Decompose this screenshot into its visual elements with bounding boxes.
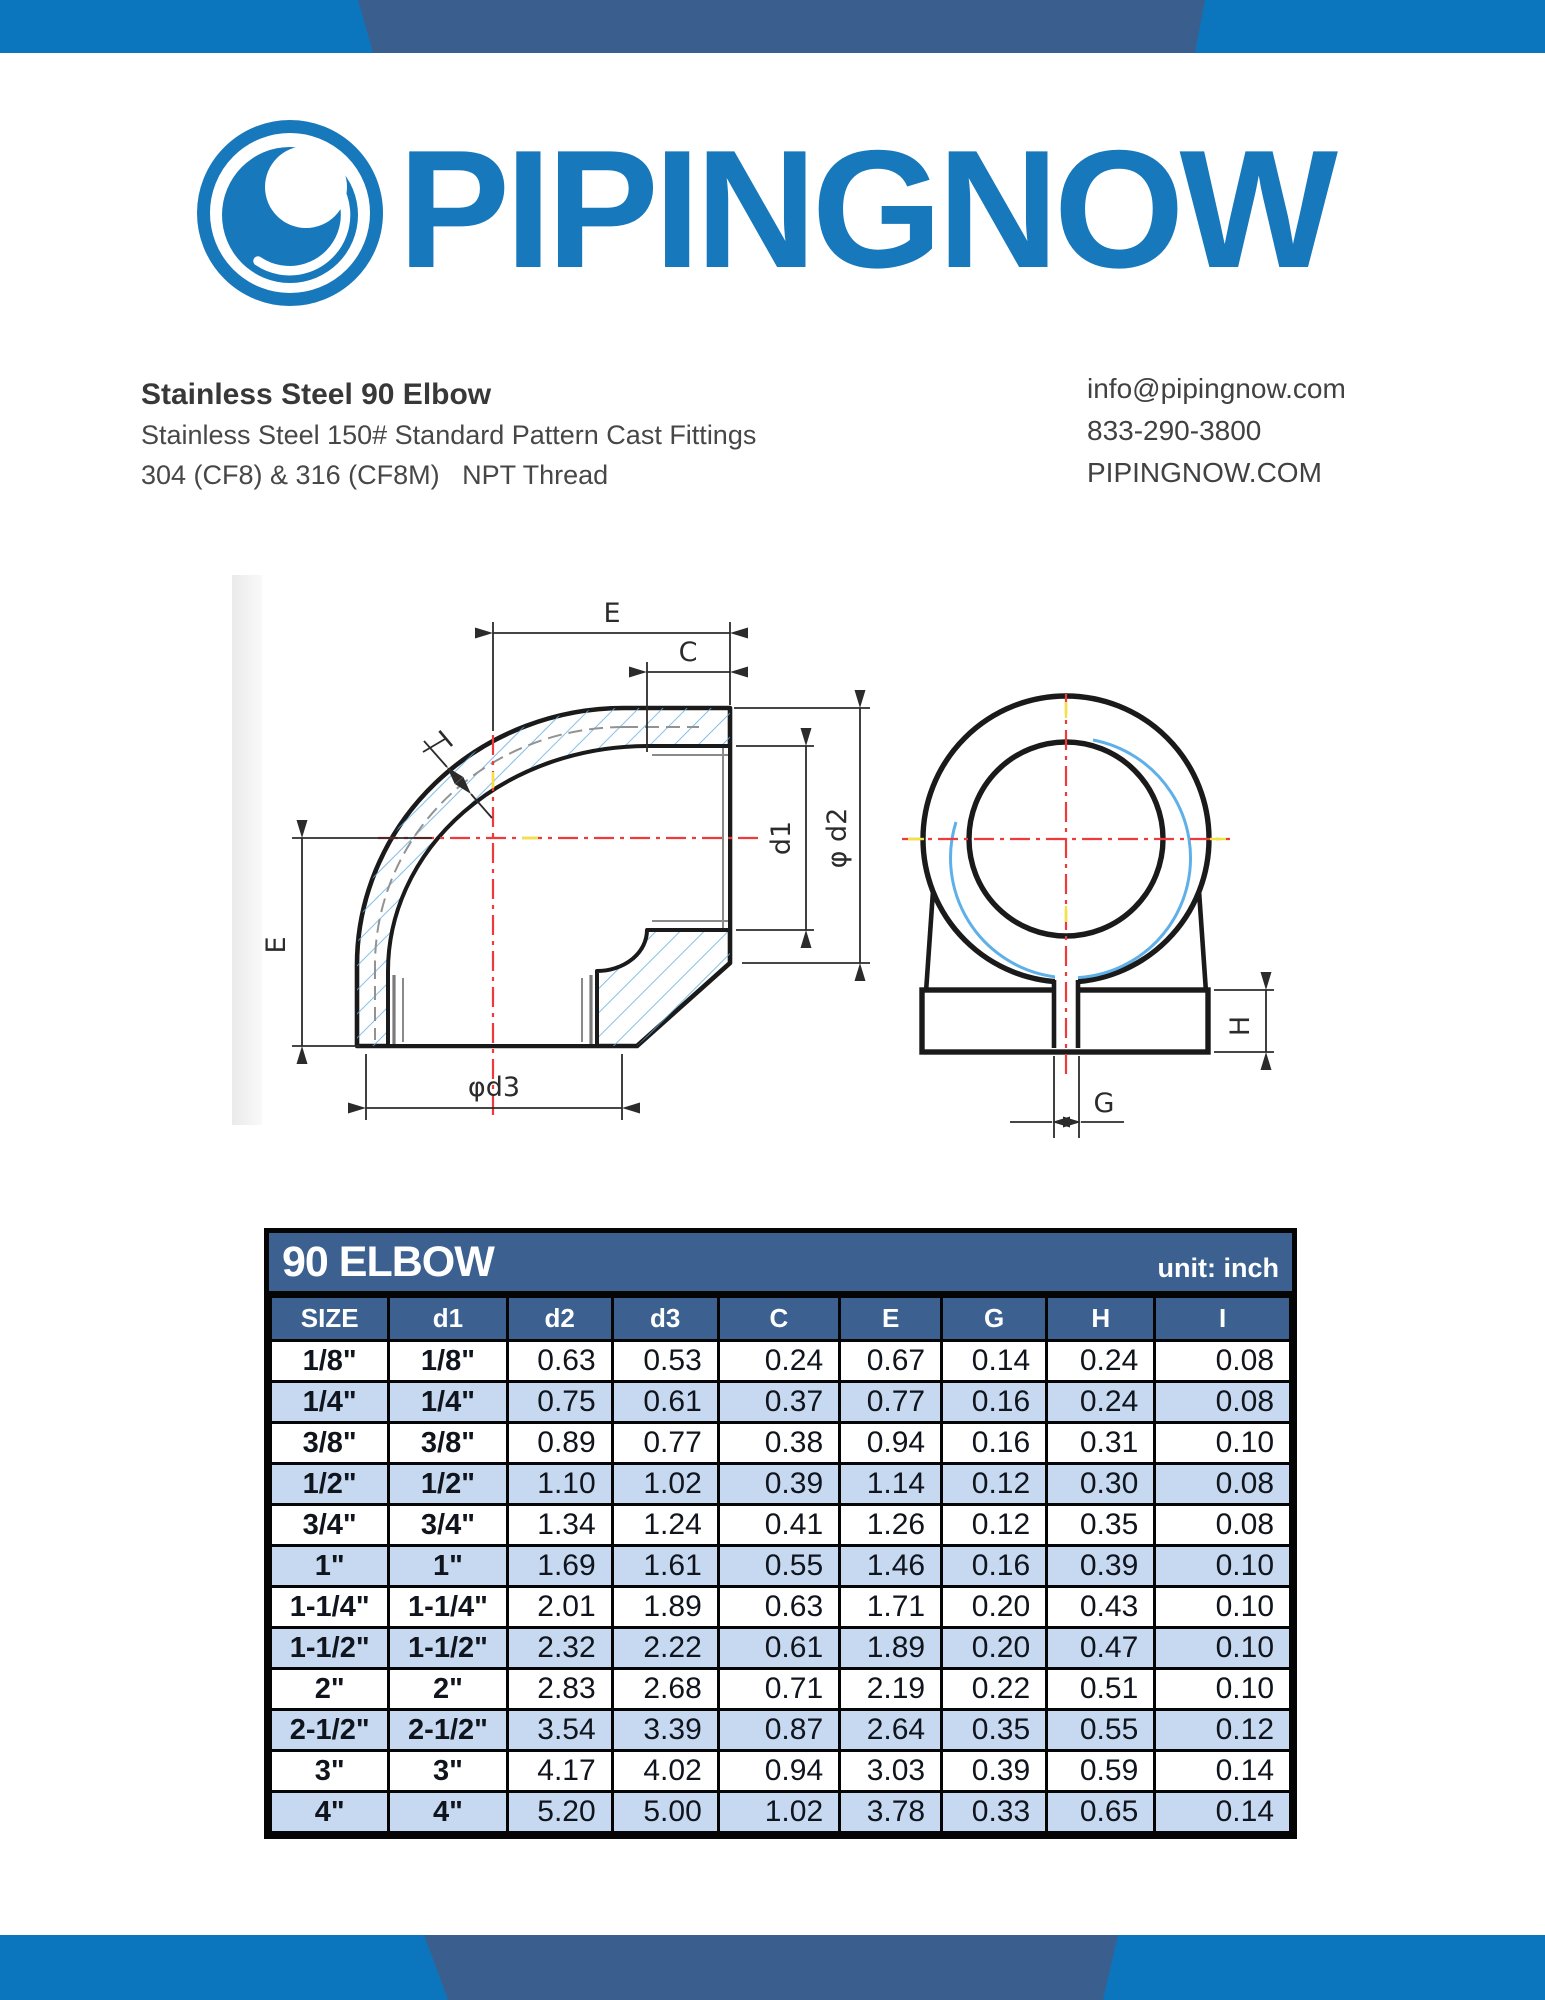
value-cell: 0.38 [718, 1423, 839, 1464]
value-cell: 0.41 [718, 1505, 839, 1546]
value-cell: 2.68 [612, 1669, 718, 1710]
size-cell: 1-1/2" [271, 1628, 389, 1669]
value-cell: 0.10 [1155, 1669, 1291, 1710]
value-cell: 0.12 [942, 1464, 1047, 1505]
elbow-section-view [261, 598, 870, 1120]
value-cell: 2.01 [507, 1587, 612, 1628]
value-cell: 0.53 [612, 1341, 718, 1382]
table-title-band [269, 1233, 1292, 1295]
size-cell: 3/8" [389, 1423, 507, 1464]
value-cell: 0.10 [1155, 1628, 1291, 1669]
dim-label-d2: φ d2 [822, 807, 853, 869]
value-cell: 1.61 [612, 1546, 718, 1587]
value-cell: 0.14 [942, 1341, 1047, 1382]
pipingnow-wordmark: PIPINGNOW [398, 115, 1334, 303]
value-cell: 4.02 [612, 1751, 718, 1792]
value-cell: 0.89 [507, 1423, 612, 1464]
size-cell: 1" [389, 1546, 507, 1587]
size-cell: 4" [271, 1792, 389, 1833]
value-cell: 0.20 [942, 1628, 1047, 1669]
value-cell: 0.14 [1155, 1751, 1291, 1792]
contact-email[interactable]: info@pipingnow.com [1087, 373, 1346, 404]
value-cell: 0.75 [507, 1382, 612, 1423]
table-row [271, 1669, 1291, 1710]
dimension-H [1214, 990, 1274, 1052]
column-header-d2: d2 [507, 1297, 612, 1341]
spec-table-body [271, 1341, 1291, 1833]
column-header-e: E [840, 1297, 942, 1341]
scan-artifact [232, 575, 262, 1125]
dim-label-d3: φd3 [467, 1072, 521, 1103]
value-cell: 3.54 [507, 1710, 612, 1751]
size-cell: 3/4" [271, 1505, 389, 1546]
value-cell: 0.08 [1155, 1341, 1291, 1382]
value-cell: 0.39 [1047, 1546, 1155, 1587]
contact-website[interactable]: PIPINGNOW.COM [1087, 457, 1322, 488]
value-cell: 2.83 [507, 1669, 612, 1710]
value-cell: 0.10 [1155, 1587, 1291, 1628]
value-cell: 0.71 [718, 1669, 839, 1710]
size-cell: 3/8" [271, 1423, 389, 1464]
elbow-end-view [902, 694, 1274, 1138]
value-cell: 0.63 [507, 1341, 612, 1382]
table-unit-label: unit: inch [1157, 1253, 1279, 1283]
table-row [271, 1464, 1291, 1505]
table-row [271, 1423, 1291, 1464]
value-cell: 0.67 [840, 1341, 942, 1382]
column-header-size: SIZE [271, 1297, 389, 1341]
value-cell: 0.10 [1155, 1546, 1291, 1587]
size-cell: 1" [271, 1546, 389, 1587]
value-cell: 0.94 [840, 1423, 942, 1464]
column-header-i: I [1155, 1297, 1291, 1341]
value-cell: 1.02 [718, 1792, 839, 1833]
value-cell: 0.35 [1047, 1505, 1155, 1546]
size-cell: 1/2" [271, 1464, 389, 1505]
size-cell: 1/8" [389, 1341, 507, 1382]
value-cell: 3.78 [840, 1792, 942, 1833]
table-row [271, 1587, 1291, 1628]
contact-phone[interactable]: 833-290-3800 [1087, 415, 1262, 446]
value-cell: 0.55 [1047, 1710, 1155, 1751]
column-header-h: H [1047, 1297, 1155, 1341]
value-cell: 1.02 [612, 1464, 718, 1505]
table-row [271, 1628, 1291, 1669]
value-cell: 0.39 [942, 1751, 1047, 1792]
dim-label-H: H [1225, 1015, 1256, 1037]
top-banner-trapezoid [0, 0, 1545, 53]
size-cell: 3" [271, 1751, 389, 1792]
value-cell: 2.22 [612, 1628, 718, 1669]
dim-label-G: G [1093, 1088, 1115, 1119]
value-cell: 4.17 [507, 1751, 612, 1792]
value-cell: 0.59 [1047, 1751, 1155, 1792]
value-cell: 2.64 [840, 1710, 942, 1751]
size-cell: 1/4" [389, 1382, 507, 1423]
value-cell: 0.39 [718, 1464, 839, 1505]
value-cell: 0.24 [718, 1341, 839, 1382]
value-cell: 0.35 [942, 1710, 1047, 1751]
dim-label-E-top: E [603, 598, 621, 629]
value-cell: 1.46 [840, 1546, 942, 1587]
value-cell: 1.26 [840, 1505, 942, 1546]
size-cell: 3" [389, 1751, 507, 1792]
size-cell: 4" [389, 1792, 507, 1833]
spec-table [264, 1228, 1297, 1839]
size-cell: 2-1/2" [389, 1710, 507, 1751]
column-header-d1: d1 [389, 1297, 507, 1341]
value-cell: 0.08 [1155, 1382, 1291, 1423]
table-row [271, 1792, 1291, 1833]
value-cell: 0.10 [1155, 1423, 1291, 1464]
table-header-row [271, 1297, 1291, 1341]
value-cell: 0.31 [1047, 1423, 1155, 1464]
product-heading [141, 375, 756, 495]
size-cell: 1-1/4" [389, 1587, 507, 1628]
value-cell: 0.63 [718, 1587, 839, 1628]
dim-label-I: I [433, 725, 460, 754]
value-cell: 1.10 [507, 1464, 612, 1505]
value-cell: 0.51 [1047, 1669, 1155, 1710]
value-cell: 1.24 [612, 1505, 718, 1546]
product-subtitle: Stainless Steel 150# Standard Pattern Cast Fittings [141, 420, 757, 450]
contact-block [1087, 368, 1346, 494]
table-row [271, 1341, 1291, 1382]
table-title: 90 ELBOW [282, 1238, 494, 1286]
value-cell: 0.14 [1155, 1792, 1291, 1833]
value-cell: 1.89 [612, 1587, 718, 1628]
size-cell: 2-1/2" [271, 1710, 389, 1751]
size-cell: 1-1/2" [389, 1628, 507, 1669]
value-cell: 0.22 [942, 1669, 1047, 1710]
value-cell: 0.94 [718, 1751, 839, 1792]
value-cell: 0.16 [942, 1382, 1047, 1423]
value-cell: 0.08 [1155, 1505, 1291, 1546]
value-cell: 0.77 [612, 1423, 718, 1464]
dim-label-C: C [678, 637, 698, 668]
table-row [271, 1382, 1291, 1423]
value-cell: 0.16 [942, 1423, 1047, 1464]
size-cell: 1/8" [271, 1341, 389, 1382]
technical-drawing [200, 560, 1320, 1140]
column-header-d3: d3 [612, 1297, 718, 1341]
value-cell: 0.24 [1047, 1382, 1155, 1423]
table-row [271, 1710, 1291, 1751]
value-cell: 1.71 [840, 1587, 942, 1628]
value-cell: 2.32 [507, 1628, 612, 1669]
size-cell: 2" [271, 1669, 389, 1710]
bottom-banner-trapezoid [0, 1935, 1545, 2000]
value-cell: 0.16 [942, 1546, 1047, 1587]
value-cell: 5.00 [612, 1792, 718, 1833]
size-cell: 1-1/4" [271, 1587, 389, 1628]
value-cell: 1.89 [840, 1628, 942, 1669]
pipingnow-logo-icon [195, 118, 385, 308]
dim-label-E-left: E [261, 936, 292, 954]
value-cell: 1.34 [507, 1505, 612, 1546]
table-row [271, 1505, 1291, 1546]
table-row [271, 1546, 1291, 1587]
column-header-g: G [942, 1297, 1047, 1341]
value-cell: 0.33 [942, 1792, 1047, 1833]
dim-label-d1: d1 [766, 820, 797, 856]
value-cell: 0.20 [942, 1587, 1047, 1628]
value-cell: 0.08 [1155, 1464, 1291, 1505]
size-cell: 1/2" [389, 1464, 507, 1505]
value-cell: 0.12 [1155, 1710, 1291, 1751]
product-title: Stainless Steel 90 Elbow [141, 378, 492, 411]
value-cell: 0.61 [718, 1628, 839, 1669]
value-cell: 0.47 [1047, 1628, 1155, 1669]
size-cell: 1/4" [271, 1382, 389, 1423]
value-cell: 2.19 [840, 1669, 942, 1710]
value-cell: 0.12 [942, 1505, 1047, 1546]
value-cell: 1.69 [507, 1546, 612, 1587]
column-header-c: C [718, 1297, 839, 1341]
value-cell: 3.39 [612, 1710, 718, 1751]
value-cell: 0.77 [840, 1382, 942, 1423]
size-cell: 2" [389, 1669, 507, 1710]
value-cell: 0.61 [612, 1382, 718, 1423]
value-cell: 0.24 [1047, 1341, 1155, 1382]
value-cell: 0.65 [1047, 1792, 1155, 1833]
value-cell: 3.03 [840, 1751, 942, 1792]
value-cell: 0.55 [718, 1546, 839, 1587]
value-cell: 0.30 [1047, 1464, 1155, 1505]
value-cell: 0.43 [1047, 1587, 1155, 1628]
size-cell: 3/4" [389, 1505, 507, 1546]
value-cell: 1.14 [840, 1464, 942, 1505]
value-cell: 0.87 [718, 1710, 839, 1751]
top-banner [0, 0, 1545, 53]
table-row [271, 1751, 1291, 1792]
value-cell: 0.37 [718, 1382, 839, 1423]
value-cell: 5.20 [507, 1792, 612, 1833]
bottom-banner [0, 1935, 1545, 2000]
product-material-line: 304 (CF8) & 316 (CF8M) NPT Thread [141, 460, 609, 490]
